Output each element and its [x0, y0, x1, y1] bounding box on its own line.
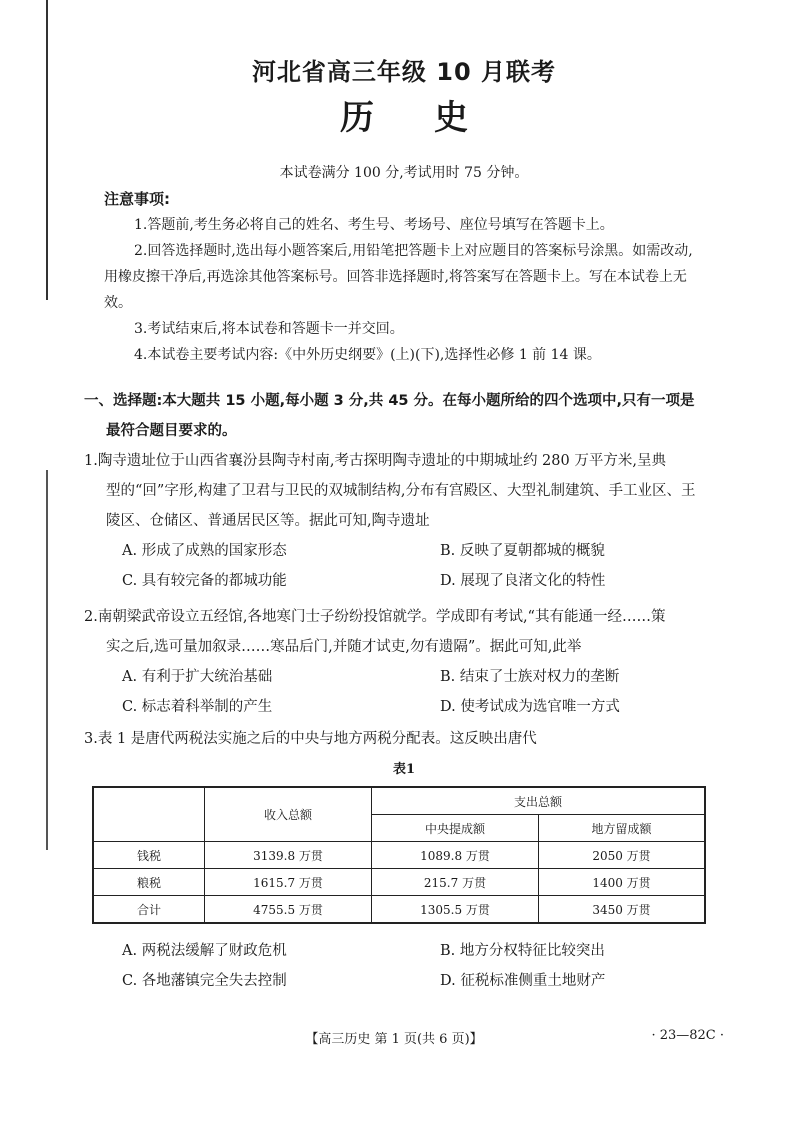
options	[84, 662, 724, 722]
header-income: 收入总额	[205, 787, 372, 842]
subject-title: 历史	[340, 98, 528, 138]
question-3-options	[84, 936, 724, 996]
row-label: 钱税	[93, 842, 205, 869]
notice-list	[104, 212, 704, 368]
options	[84, 936, 724, 996]
question-2	[84, 602, 724, 722]
stem-line: 3.表 1 是唐代两税法实施之后的中央与地方两税分配表。这反映出唐代	[84, 731, 537, 747]
question-stem	[84, 446, 724, 536]
stem-line: 2.南朝梁武帝设立五经馆,各地寒门士子纷纷投馆就学。学成即有考试,“其有能通一经……策	[84, 609, 666, 625]
header-expense: 支出总额	[372, 787, 706, 815]
notice-item: 4.本试卷主要考试内容:《中外历史纲要》(上)(下),选择性必修 1 前 14 课。	[134, 347, 601, 363]
cell-local: 3450 万贯	[539, 896, 706, 924]
option-c: C. 具有较完备的都城功能	[122, 573, 287, 589]
cell-central: 215.7 万贯	[372, 869, 539, 896]
cell-central: 1305.5 万贯	[372, 896, 539, 924]
question-stem	[84, 602, 724, 662]
cell-income: 4755.5 万贯	[205, 896, 372, 924]
option-c: C. 标志着科举制的产生	[122, 699, 273, 715]
cell-income: 3139.8 万贯	[205, 842, 372, 869]
cell-local: 1400 万贯	[539, 869, 706, 896]
section-line: 一、选择题:本大题共 15 小题,每小题 3 分,共 45 分。在每小题所给的四个选项中,只有一项是	[84, 393, 695, 409]
row-label: 粮税	[93, 869, 205, 896]
option-b: B. 结束了士族对权力的垄断	[440, 669, 620, 685]
option-d: D. 征税标准侧重土地财产	[440, 973, 606, 989]
cell-income: 1615.7 万贯	[205, 869, 372, 896]
notice-item: 1.答题前,考生务必将自己的姓名、考生号、考场号、座位号填写在答题卡上。	[134, 217, 614, 233]
question-3	[84, 724, 724, 754]
question-stem	[84, 724, 724, 754]
table-row	[93, 842, 705, 869]
options	[84, 536, 724, 596]
table-caption: 表1	[392, 762, 416, 777]
notice-heading: 注意事项:	[104, 190, 170, 208]
table-row	[93, 869, 705, 896]
notice-item: 3.考试结束后,将本试卷和答题卡一并交回。	[134, 321, 404, 337]
notice-item: 2.回答选择题时,选出每小题答案后,用铅笔把答题卡上对应题目的答案标号涂黑。如需改动,用橡皮擦干净后,再选涂其他答案标号。回答非选择题时,将答案写在答题卡上。写在本试卷上无效。	[104, 243, 693, 311]
exam-title: 河北省高三年级 10 月联考	[251, 58, 557, 86]
page-info: 【高三历史 第 1 页(共 6 页)】	[305, 1032, 483, 1047]
header-central: 中央提成额	[372, 815, 539, 842]
option-d: D. 使考试成为选官唯一方式	[440, 699, 620, 715]
row-label: 合计	[93, 896, 205, 924]
tax-table	[92, 786, 706, 924]
option-b: B. 反映了夏朝都城的概貌	[440, 543, 605, 559]
option-a: A. 有利于扩大统治基础	[122, 669, 273, 685]
cell-central: 1089.8 万贯	[372, 842, 539, 869]
option-c: C. 各地藩镇完全失去控制	[122, 973, 287, 989]
stem-line: 实之后,选可量加叙录……寒品后门,并随才试吏,勿有遗隔”。据此可知,此举	[106, 639, 582, 655]
exam-intro: 本试卷满分 100 分,考试用时 75 分钟。	[279, 165, 529, 181]
binding-line	[46, 0, 48, 300]
table-corner	[93, 787, 205, 842]
question-1	[84, 446, 724, 596]
stem-line: 型的“回”字形,构建了卫君与卫民的双城制结构,分布有宫殿区、大型礼制建筑、手工业区、王	[106, 483, 696, 499]
stem-line: 陵区、仓储区、普通居民区等。据此可知,陶寺遗址	[106, 513, 430, 529]
section-line: 最符合题目要求的。	[106, 423, 237, 439]
option-a: A. 形成了成熟的国家形态	[122, 543, 287, 559]
binding-line	[46, 470, 48, 850]
stem-line: 1.陶寺遗址位于山西省襄汾县陶寺村南,考古探明陶寺遗址的中期城址约 280 万平方米,呈典	[84, 453, 666, 469]
section-heading	[84, 386, 724, 446]
paper-code: · 23—82C ·	[651, 1028, 724, 1043]
option-b: B. 地方分权特征比较突出	[440, 943, 605, 959]
cell-local: 2050 万贯	[539, 842, 706, 869]
header-local: 地方留成额	[539, 815, 706, 842]
table-header-row	[93, 787, 705, 815]
table-row	[93, 896, 705, 924]
option-a: A. 两税法缓解了财政危机	[122, 943, 287, 959]
option-d: D. 展现了良渚文化的特性	[440, 573, 606, 589]
